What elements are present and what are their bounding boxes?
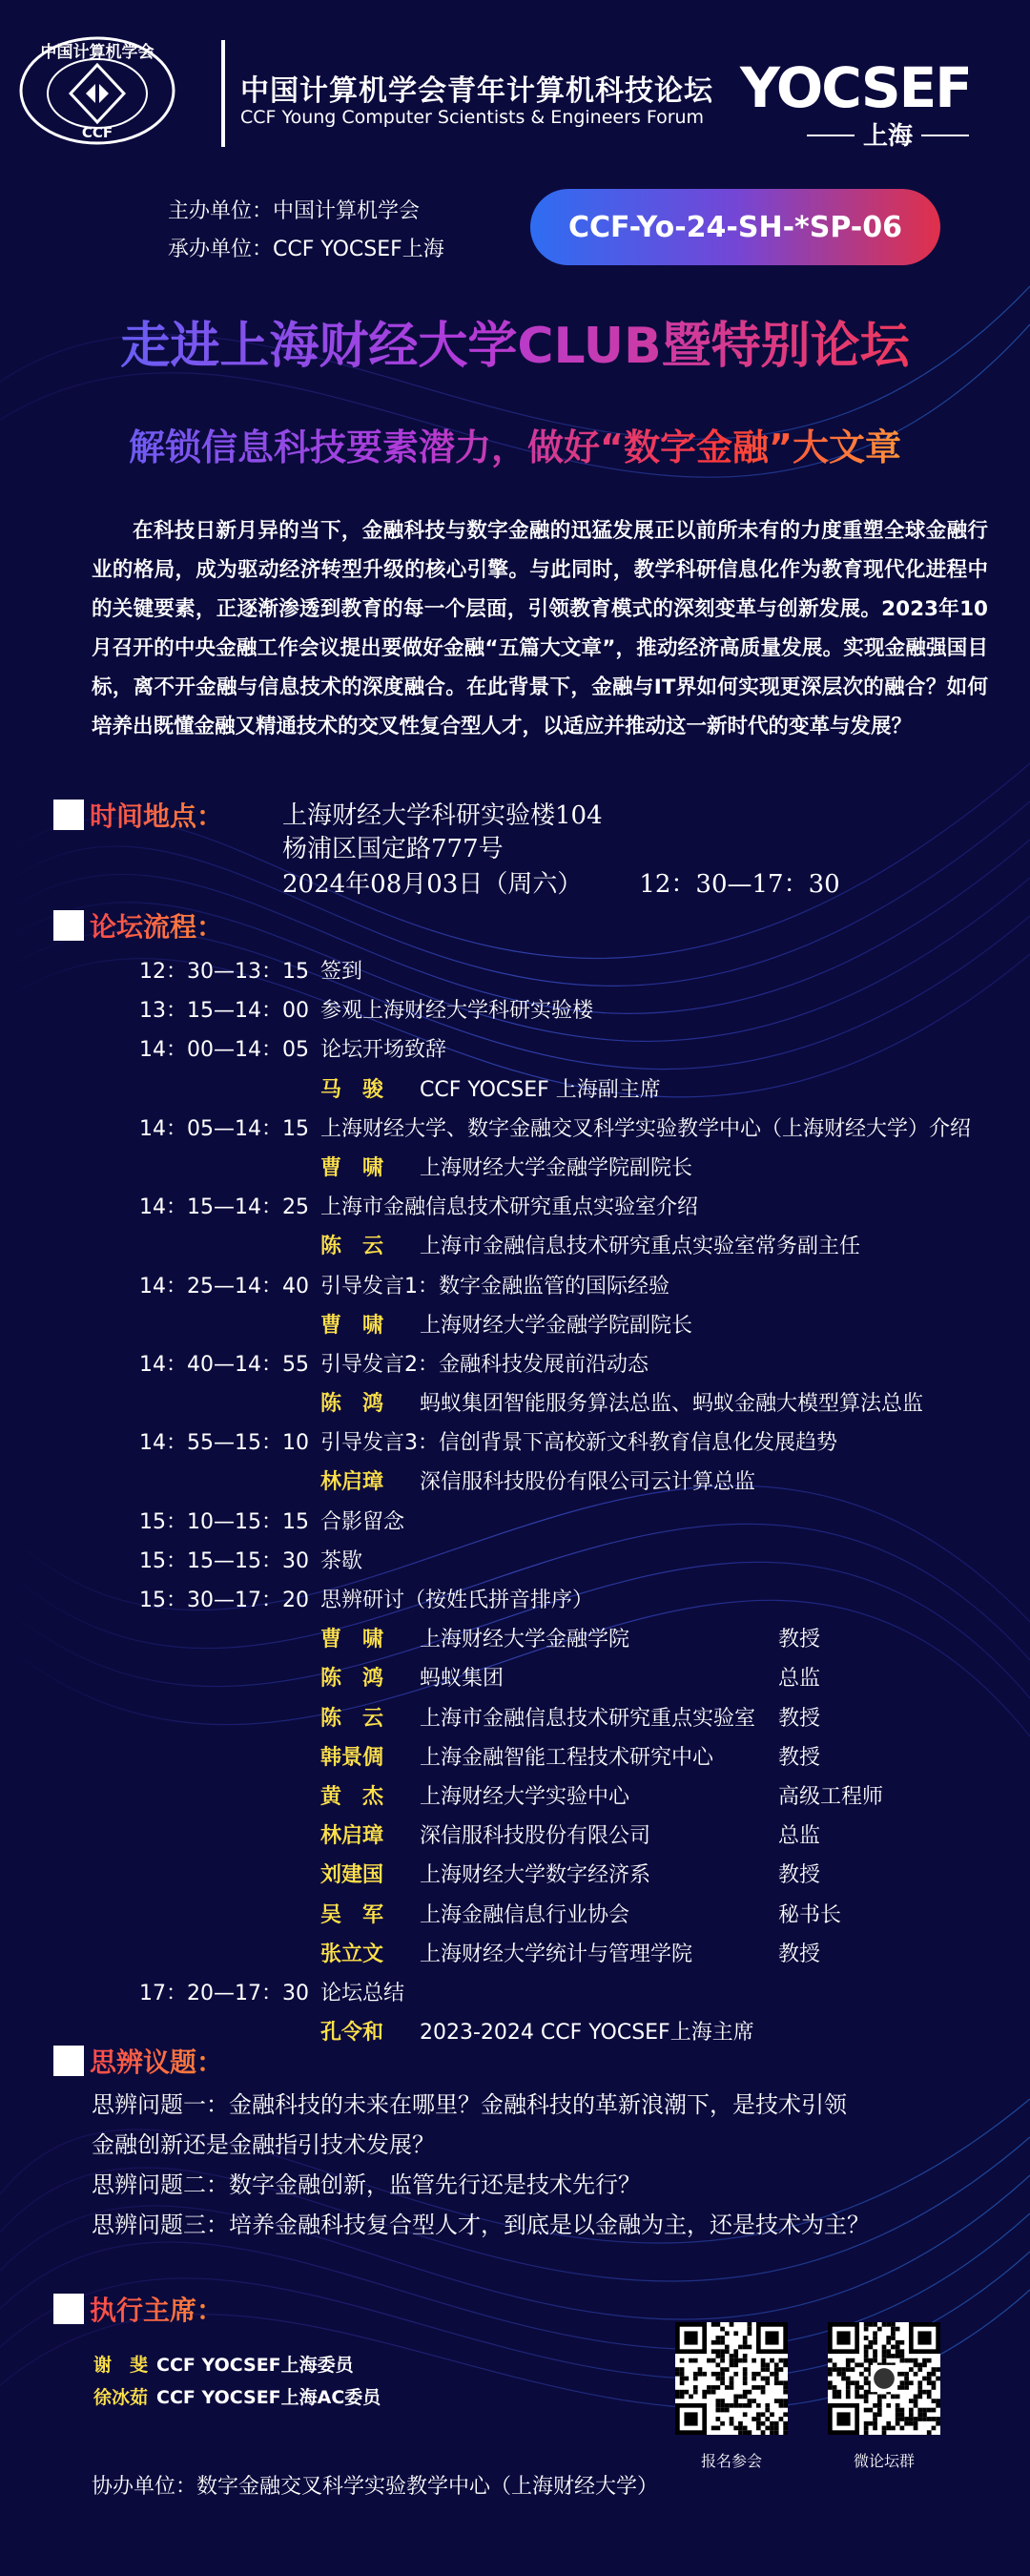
section-square-icon [53, 2046, 84, 2076]
schedule-row [0, 1893, 1030, 1932]
schedule-row [0, 1146, 1030, 1185]
header-divider [221, 40, 225, 147]
ccf-logo-abbr: CCF [81, 124, 113, 141]
speaker-title: 教授 [778, 1745, 821, 1770]
schedule-activity: 引导发言1：数字金融监管的国际经验 [320, 1274, 670, 1298]
speaker-name: 陈 鸿 [320, 1667, 384, 1692]
event-code-badge: CCF-Yo-24-SH-*SP-06 [530, 189, 940, 265]
schedule-row [0, 1617, 1030, 1656]
speaker-role: CCF YOCSEF 上海副主席 [420, 1077, 661, 1102]
speaker-role: 上海财经大学实验中心 [420, 1784, 630, 1809]
speaker-role: 上海市金融信息技术研究重点实验室 [420, 1706, 756, 1731]
section-title: 论坛流程： [90, 906, 223, 945]
speaker-title: 教授 [778, 1706, 821, 1731]
schedule-row [0, 1028, 1030, 1067]
section-title: 执行主席： [90, 2290, 223, 2328]
schedule-time: 15：10—15：15 [139, 1509, 309, 1534]
venue-address: 杨浦区国定路777号 [282, 835, 504, 863]
schedule-time: 14：40—14：55 [139, 1352, 309, 1377]
section-topics [53, 2042, 223, 2080]
yocsef-city: 上海 [862, 122, 914, 151]
speaker-name: 马 骏 [320, 1077, 384, 1102]
section-square-icon [53, 910, 84, 941]
qr-code-register[interactable] [675, 2322, 788, 2435]
speaker-name: 陈 鸿 [320, 1392, 384, 1417]
forum-name-en: CCF Young Computer Scientists & Engineers Forum [240, 107, 705, 128]
qr-code-wechat-group[interactable] [828, 2322, 940, 2435]
schedule-activity: 茶歇 [320, 1548, 363, 1573]
section-square-icon [53, 800, 84, 830]
co-organizer: 协办单位：数字金融交叉科学实验教学中心（上海财经大学） [92, 2475, 659, 2499]
section-square-icon [53, 2294, 84, 2324]
schedule-time: 14：00—14：05 [139, 1038, 309, 1063]
qr-label-register: 报名参会 [700, 2452, 762, 2470]
schedule-time: 13：15—14：00 [139, 999, 309, 1024]
schedule-time: 14：25—14：40 [139, 1274, 309, 1298]
schedule-row [0, 1971, 1030, 2010]
yocsef-logo-text: YOCSEF [740, 55, 971, 120]
speaker-role: 上海金融信息行业协会 [420, 1902, 630, 1927]
speaker-name: 曹 啸 [320, 1628, 384, 1652]
schedule-row [0, 1264, 1030, 1303]
schedule-row [0, 1500, 1030, 1539]
speaker-role: 上海财经大学数字经济系 [420, 1863, 651, 1888]
schedule-time: 15：15—15：30 [139, 1548, 309, 1573]
speaker-role: 上海财经大学统计与管理学院 [420, 1942, 693, 1966]
schedule-row [0, 1735, 1030, 1775]
speaker-title: 高级工程师 [778, 1784, 884, 1809]
speaker-role: 蚂蚁集团 [420, 1667, 505, 1692]
speaker-title: 秘书长 [778, 1902, 842, 1927]
schedule-row [0, 1539, 1030, 1578]
section-title: 时间地点： [90, 796, 223, 834]
schedule-row [0, 1421, 1030, 1460]
speaker-role: 深信服科技股份有限公司云计算总监 [420, 1470, 756, 1495]
event-title: 走进上海财经大学CLUB暨特别论坛 [0, 305, 1030, 377]
speaker-name: 刘建国 [320, 1863, 384, 1888]
schedule-activity: 思辨研讨（按姓氏拼音排序） [320, 1589, 594, 1612]
speaker-title: 教授 [778, 1863, 821, 1888]
schedule-activity: 签到 [320, 960, 363, 984]
schedule-time: 14：15—14：25 [139, 1195, 309, 1220]
schedule-row [0, 1578, 1030, 1617]
schedule-activity: 上海财经大学、数字金融交叉科学实验教学中心（上海财经大学）介绍 [320, 1116, 972, 1141]
schedule-row [0, 988, 1030, 1028]
schedule-row [0, 1303, 1030, 1342]
schedule-row [0, 1460, 1030, 1499]
qr-label-wechat-group: 微论坛群 [853, 2452, 915, 2470]
event-date: 2024年08月03日（周六） [282, 870, 583, 899]
topic-line: 思辨问题三：培养金融科技复合型人才，到底是以金融为主，还是技术为主？ [92, 2212, 870, 2238]
schedule-activity: 引导发言2：金融科技发展前沿动态 [320, 1352, 649, 1377]
schedule-row [0, 1932, 1030, 1971]
topic-line: 思辨问题二：数字金融创新，监管先行还是技术先行？ [92, 2171, 641, 2198]
schedule-row [0, 1107, 1030, 1146]
section-schedule [53, 906, 223, 945]
speaker-role: 上海市金融信息技术研究重点实验室常务副主任 [420, 1235, 861, 1259]
speaker-name: 陈 云 [320, 1706, 384, 1731]
schedule-row [0, 949, 1030, 988]
speaker-name: 吴 军 [320, 1902, 384, 1927]
schedule-row [0, 1381, 1030, 1421]
intro-paragraph: 在科技日新月异的当下，金融科技与数字金融的迅猛发展正以前所未有的力度重塑全球金融行业的格局，成为驱动经济转型升级的核心引擎。与此同时，教学科研信息化作为教育现代化进程中的关键要素，正逐渐渗透到教育的每一个层面，引领教育模式的深刻变革与创新发展。2023年10月召开的中央金融工作会议提出要做好金融“五篇大文章”，推动经济高质量发展。实现金融强国目标，离不开金融与信息技术的深度融合。在此背景下，金融与IT界如何实现更深层次的融合？如何培养出既懂金融又精通技术的交叉性复合型人才，以适应并推动这一新时代的变革与发展？ [92, 519, 988, 738]
speaker-name: 孔令和 [320, 2021, 384, 2046]
schedule-row [0, 1775, 1030, 1814]
forum-name-cn: 中国计算机学会青年计算机科技论坛 [240, 74, 713, 108]
speaker-role: 上海财经大学金融学院 [420, 1628, 630, 1652]
host-unit: 主办单位：中国计算机学会 [168, 199, 421, 223]
speaker-name: 林启璋 [320, 1824, 384, 1849]
schedule-time: 15：30—17：20 [139, 1589, 309, 1612]
schedule-activity: 上海市金融信息技术研究重点实验室介绍 [320, 1195, 699, 1220]
yocsef-logo [734, 48, 1001, 158]
speaker-name: 林启璋 [320, 1470, 384, 1495]
section-title: 思辨议题： [90, 2042, 223, 2080]
speaker-title: 教授 [778, 1628, 821, 1652]
section-chairs [53, 2290, 223, 2328]
schedule-time: 12：30—13：15 [139, 960, 309, 984]
schedule-time: 14：55—15：10 [139, 1431, 309, 1456]
venue-building: 上海财经大学科研实验楼104 [282, 801, 603, 830]
organizer-unit: 承办单位：CCF YOCSEF上海 [168, 238, 444, 261]
speaker-title: 总监 [778, 1824, 821, 1849]
schedule-activity: 论坛开场致辞 [320, 1038, 447, 1063]
speaker-role: 上海财经大学金融学院副院长 [420, 1313, 693, 1338]
schedule-activity: 论坛总结 [320, 1981, 405, 2005]
speaker-name: 韩景倜 [320, 1745, 384, 1770]
schedule-row [0, 1853, 1030, 1892]
speaker-name: 曹 啸 [320, 1313, 384, 1338]
speaker-name: 曹 啸 [320, 1155, 384, 1180]
schedule-row [0, 1185, 1030, 1224]
chair-name: 徐冰茹 [93, 2387, 149, 2408]
schedule-row [0, 1342, 1030, 1381]
schedule-list [0, 949, 1030, 2049]
speaker-role: 上海金融智能工程技术研究中心 [420, 1745, 714, 1770]
schedule-row [0, 1068, 1030, 1107]
schedule-activity: 合影留念 [320, 1509, 405, 1534]
ccf-logo [17, 34, 177, 147]
chair-name: 谢 斐 [93, 2355, 149, 2376]
speaker-name: 张立文 [320, 1942, 384, 1966]
topic-line: 金融创新还是金融指引技术发展？ [92, 2131, 435, 2158]
chair-item [93, 2383, 381, 2409]
event-subtitle: 解锁信息科技要素潜力，做好“数字金融”大文章 [0, 418, 1030, 470]
schedule-row [0, 1224, 1030, 1263]
schedule-time: 14：05—14：15 [139, 1116, 309, 1141]
ccf-logo-text: 中国计算机学会 [40, 43, 154, 62]
schedule-row [0, 1656, 1030, 1695]
speaker-name: 黄 杰 [320, 1784, 384, 1809]
speaker-role: 深信服科技股份有限公司 [420, 1824, 651, 1849]
schedule-time: 17：20—17：30 [139, 1981, 309, 2005]
section-time-place [53, 796, 223, 834]
event-datetime [282, 864, 840, 900]
speaker-title: 教授 [778, 1942, 821, 1966]
topics-list [92, 2085, 978, 2245]
speaker-role: 上海财经大学金融学院副院长 [420, 1155, 693, 1180]
speaker-name: 陈 云 [320, 1235, 384, 1259]
topic-line: 思辨问题一：金融科技的未来在哪里？金融科技的革新浪潮下，是技术引领 [92, 2091, 847, 2118]
schedule-activity: 引导发言3：信创背景下高校新文科教育信息化发展趋势 [320, 1431, 837, 1456]
speaker-role: 蚂蚁集团智能服务算法总监、蚂蚁金融大模型算法总监 [420, 1392, 924, 1417]
event-time: 12：30—17：30 [639, 870, 840, 899]
speaker-title: 总监 [778, 1667, 821, 1692]
speaker-role: 2023-2024 CCF YOCSEF上海主席 [420, 2021, 754, 2046]
schedule-activity: 参观上海财经大学科研实验楼 [320, 999, 594, 1024]
chair-role: CCF YOCSEF上海委员 [156, 2355, 354, 2376]
chair-role: CCF YOCSEF上海AC委员 [156, 2387, 381, 2408]
chair-item [93, 2351, 354, 2377]
schedule-row [0, 1814, 1030, 1853]
schedule-row [0, 1696, 1030, 1735]
